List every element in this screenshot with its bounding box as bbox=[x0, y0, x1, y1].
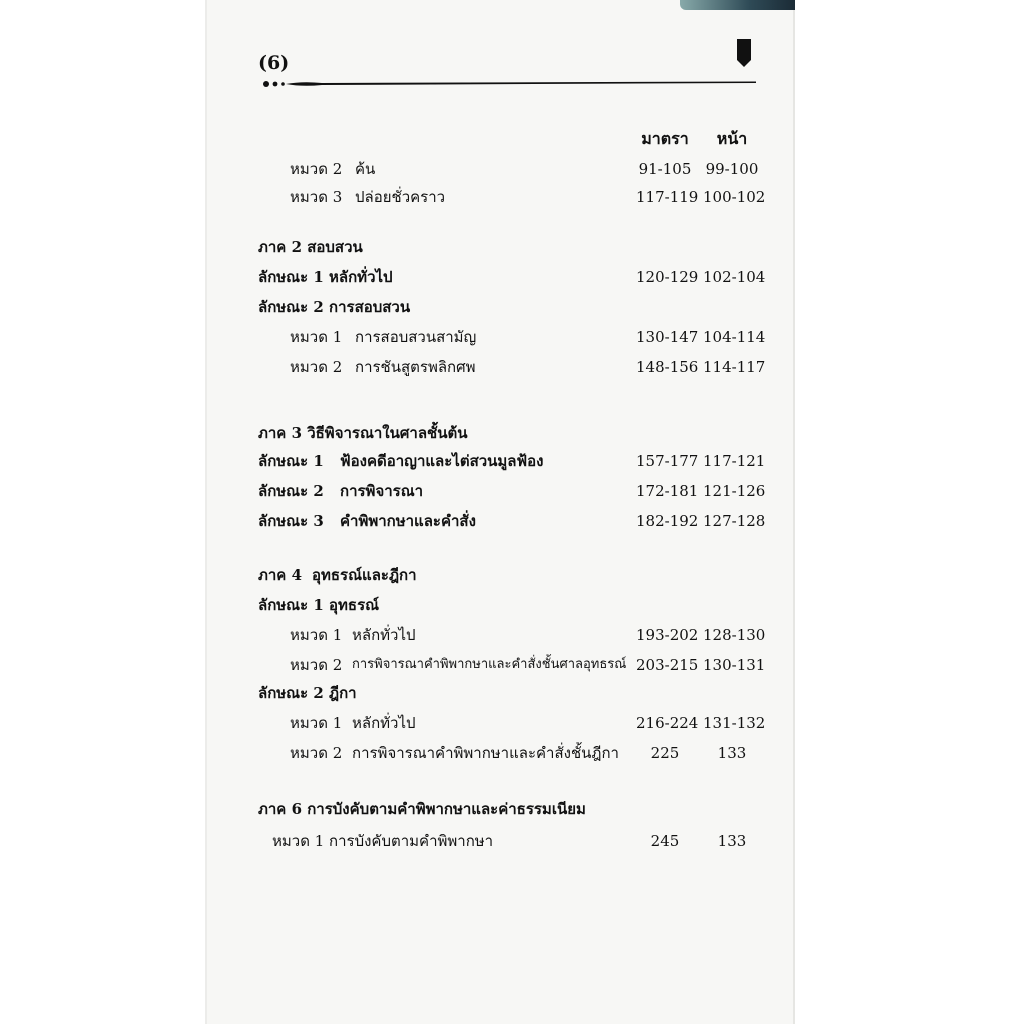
toc-row-title: การชันสูตรพลิกศพ bbox=[355, 358, 476, 376]
toc-row-title: คำพิพากษาและคำสั่ง bbox=[340, 512, 476, 530]
toc-row-page: 127-128 bbox=[703, 512, 766, 530]
toc-row-label: ภาค 4 bbox=[258, 566, 303, 584]
toc-row-label: ลักษณะ 2 bbox=[258, 482, 324, 500]
toc-row-page: 133 bbox=[717, 744, 747, 762]
toc-row-page: 104-114 bbox=[703, 328, 766, 346]
toc-row[interactable] bbox=[0, 264, 1024, 290]
toc-row-title: หลักทั่วไป bbox=[352, 714, 416, 732]
toc-row-section: 130-147 bbox=[636, 328, 699, 346]
toc-row-page: 102-104 bbox=[703, 268, 766, 286]
toc-row-label: หมวด 2 bbox=[290, 656, 343, 674]
toc-row-label: หมวด 3 bbox=[290, 188, 343, 206]
toc-row-title: ฟ้องคดีอาญาและไต่สวนมูลฟ้อง bbox=[340, 452, 544, 470]
toc-row-title: การพิจารณาคำพิพากษาและคำสั่งชั้นศาลอุทธรณ์ bbox=[352, 657, 627, 672]
toc-row-section: 148-156 bbox=[636, 358, 699, 376]
toc-row-section: 193-202 bbox=[636, 626, 699, 644]
toc-row[interactable] bbox=[0, 354, 1024, 380]
toc-row-page: 121-126 bbox=[703, 482, 766, 500]
toc-row[interactable] bbox=[0, 184, 1024, 210]
toc-row-section: 203-215 bbox=[636, 656, 699, 674]
header-rule bbox=[262, 78, 756, 90]
toc-row-label: ลักษณะ 1 bbox=[258, 452, 324, 470]
toc-row[interactable] bbox=[0, 622, 1024, 648]
toc-row-label: ลักษณะ 2 ฎีกา bbox=[258, 684, 357, 702]
toc-row-page: 133 bbox=[717, 832, 747, 850]
toc-row-section: 120-129 bbox=[636, 268, 699, 286]
toc-row-section: 91-105 bbox=[638, 160, 692, 178]
toc-part-heading[interactable] bbox=[0, 234, 1024, 260]
toc-row-title: อุทธรณ์และฎีกา bbox=[312, 566, 417, 584]
toc-row-label: หมวด 1 bbox=[290, 626, 343, 644]
column-header-row bbox=[0, 126, 1024, 152]
toc-row-title: การสอบสวนสามัญ bbox=[355, 328, 477, 346]
toc-row[interactable] bbox=[0, 710, 1024, 736]
toc-chapter-heading[interactable] bbox=[0, 592, 1024, 618]
toc-row-label: หมวด 2 bbox=[290, 358, 343, 376]
toc-chapter-heading[interactable] bbox=[0, 294, 1024, 320]
toc-row-label: หมวด 2 bbox=[290, 160, 343, 178]
toc-row[interactable] bbox=[0, 508, 1024, 534]
toc-row-label: หมวด 1 การบังคับตามคำพิพากษา bbox=[272, 832, 494, 850]
toc-row-label: ภาค 6 การบังคับตามคำพิพากษาและค่าธรรมเนียม bbox=[258, 800, 586, 818]
toc-row-label: หมวด 1 bbox=[290, 328, 343, 346]
toc-row-section: 157-177 bbox=[636, 452, 699, 470]
bookmark-icon bbox=[736, 38, 752, 68]
toc-row-page: 117-121 bbox=[703, 452, 766, 470]
toc-row-label: ลักษณะ 3 bbox=[258, 512, 324, 530]
toc-row-label: ลักษณะ 2 การสอบสวน bbox=[258, 298, 411, 316]
toc-row-title: การพิจารณาคำพิพากษาและคำสั่งชั้นฎีกา bbox=[352, 744, 619, 762]
toc-row[interactable] bbox=[0, 448, 1024, 474]
toc-part-heading[interactable] bbox=[0, 420, 1024, 446]
toc-row[interactable] bbox=[0, 652, 1024, 678]
page-column-header: หน้า bbox=[716, 129, 748, 148]
toc-row[interactable] bbox=[0, 740, 1024, 766]
toc-row-section: 172-181 bbox=[636, 482, 699, 500]
toc-row-section: 225 bbox=[650, 744, 680, 762]
section-column-header: มาตรา bbox=[641, 129, 689, 148]
toc-row-page: 130-131 bbox=[703, 656, 766, 674]
toc-row-label: ภาค 3 วิธีพิจารณาในศาลชั้นต้น bbox=[258, 424, 468, 442]
toc-row-section: 216-224 bbox=[636, 714, 699, 732]
toc-row[interactable] bbox=[0, 478, 1024, 504]
toc-part-heading[interactable] bbox=[0, 796, 1024, 822]
toc-row-page: 114-117 bbox=[703, 358, 766, 376]
toc-row-page: 131-132 bbox=[703, 714, 766, 732]
toc-row[interactable] bbox=[0, 828, 1024, 854]
toc-chapter-heading[interactable] bbox=[0, 680, 1024, 706]
toc-row-label: หมวด 1 bbox=[290, 714, 343, 732]
book-edge-strip bbox=[680, 0, 795, 10]
toc-row-label: ลักษณะ 1 อุทธรณ์ bbox=[258, 596, 380, 614]
toc-row-section: 245 bbox=[650, 832, 680, 850]
toc-row[interactable] bbox=[0, 324, 1024, 350]
toc-row-title: การพิจารณา bbox=[340, 482, 424, 500]
toc-row-title: หลักทั่วไป bbox=[352, 626, 416, 644]
toc-row-label: หมวด 2 bbox=[290, 744, 343, 762]
toc-row-label: ลักษณะ 1 หลักทั่วไป bbox=[258, 268, 393, 286]
toc-row-label: ภาค 2 สอบสวน bbox=[258, 238, 363, 256]
toc-row-page: 128-130 bbox=[703, 626, 766, 644]
toc-row-page: 100-102 bbox=[703, 188, 766, 206]
toc-row-section: 182-192 bbox=[636, 512, 699, 530]
toc-row-title: ค้น bbox=[355, 160, 376, 178]
toc-row-section: 117-119 bbox=[636, 188, 699, 206]
toc-row[interactable] bbox=[0, 156, 1024, 182]
toc-part-heading[interactable] bbox=[0, 562, 1024, 588]
toc-row-page: 99-100 bbox=[705, 160, 759, 178]
toc-row-title: ปล่อยชั่วคราว bbox=[355, 188, 446, 206]
page-number: (6) bbox=[258, 52, 290, 74]
